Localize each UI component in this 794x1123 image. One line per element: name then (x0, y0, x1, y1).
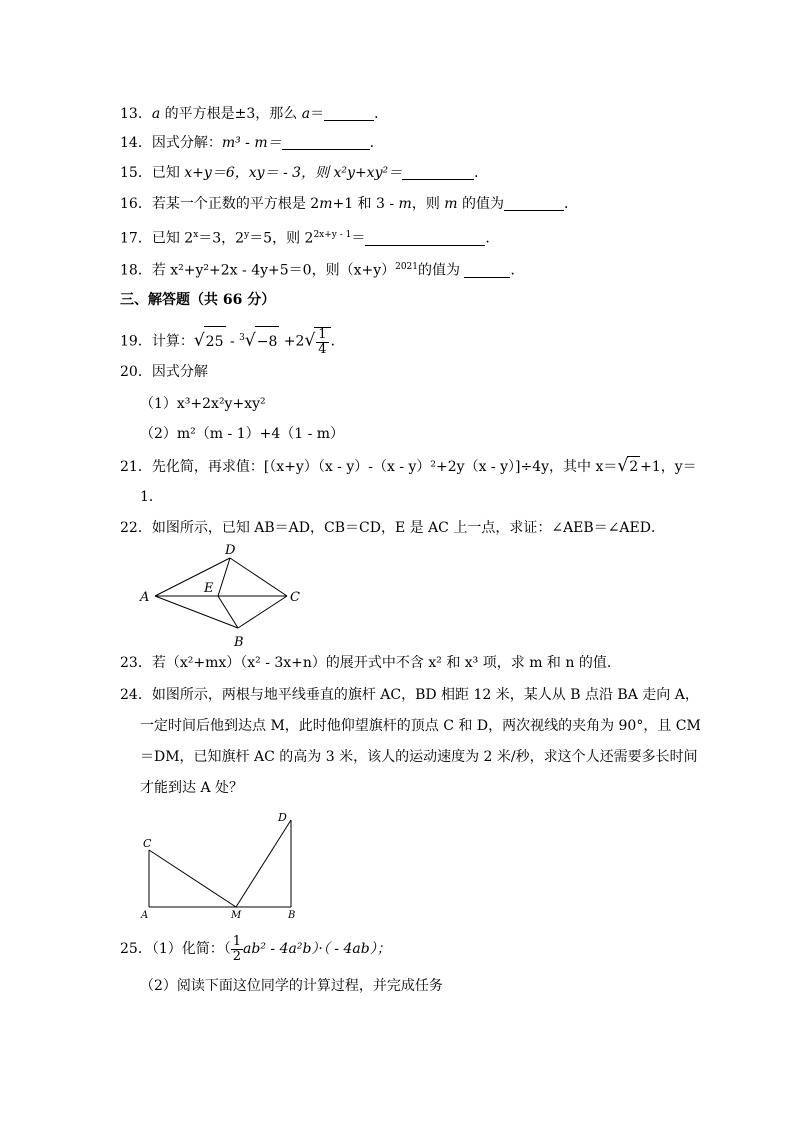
label-b: B (234, 635, 244, 650)
label-m: M (231, 910, 242, 921)
problem-25-part2: （2）阅读下面这位同学的计算过程，并完成任务 (140, 978, 443, 994)
problem-24-line4: 才能到达 A 处？ (140, 780, 244, 796)
sqrt-sign: √ (193, 330, 205, 351)
answer-blank (324, 106, 374, 121)
label-a: A (141, 910, 149, 921)
label-d: D (225, 543, 236, 558)
problem-25: 25．（1）化简：（ $\frac{1}{2}$ ab² - 4a²b）·（ - 4ab）； (120, 933, 391, 964)
segment-eb (218, 596, 238, 628)
problem-13: 13．a 的平方根是±3，那么 a＝ ． (120, 106, 389, 122)
problem-21-continued: 1． (140, 489, 163, 505)
problem-18: 18．若 x²+y²+2x - 4y+5＝0，则$(x+y)^{2021}$的值为 ． (120, 262, 525, 279)
problem-24-line2: 一定时间后他到达点 M，此时他仰望旗杆的顶点 C 和 D，两次视线的夹角为 90°，且 CM (140, 718, 701, 734)
fraction-half: $\frac{1}{2}$ (232, 933, 242, 964)
problem-17: 17．已知 $2^x=3$，$2^y=5$，则 $2^{2x+y - 1}=$ ． (120, 230, 500, 247)
segment-dc (230, 558, 287, 596)
label-c: C (290, 590, 300, 605)
label-d: D (278, 811, 287, 824)
problem-20: 20．因式分解 (120, 364, 208, 380)
answer-blank (282, 135, 370, 150)
figure-flagpoles (135, 808, 305, 923)
problem-22: 22．如图所示，已知 AB＝AD，CB＝CD，E 是 AC 上一点，求证：∠AEB＝∠AED． (120, 520, 665, 536)
problem-20-part1: （1）x³+2x²y+xy² (140, 396, 266, 412)
figure-kite (130, 540, 310, 652)
problem-16: 16．若某一个正数的平方根是 2m+1 和 3 - m，则 m 的值为 ． (120, 196, 579, 212)
section-heading: 三、解答题（共 66 分） (120, 292, 276, 308)
answer-blank (365, 231, 485, 246)
problem-19: 19．计算：√25 - $^3$√−8 +2√ $\frac{1}{4}$ ． (120, 326, 345, 357)
segment-cb (238, 596, 287, 628)
answer-blank (504, 196, 564, 211)
label-a: A (140, 590, 150, 605)
problem-24-line3: ＝DM，已知旗杆 AC 的高为 3 米，该人的运动速度为 2 米/秒，求这个人还需要多长时间 (140, 749, 698, 765)
sight-cm (149, 850, 236, 907)
problem-21: 21．先化简，再求值：[（x+y）（x - y）-（x - y）²+2y（x - y）]÷4y，其中 x＝√2 +1，y＝ (120, 456, 697, 476)
problem-24: 24．如图所示，两根与地平线垂直的旗杆 AC，BD 相距 12 米，某人从 B 点沿 BA 走向 A， (120, 687, 699, 703)
answer-blank (402, 165, 474, 180)
problem-23: 23．若（x²+mx）（x² - 3x+n）的展开式中不含 x² 和 x³ 项，求 m 和 n 的值． (120, 655, 621, 671)
sqrt-sign: √ (617, 456, 629, 476)
segment-ad (155, 558, 230, 596)
label-b: B (288, 910, 296, 921)
label-c: C (143, 837, 152, 850)
cbrt-sign: √ (244, 330, 256, 351)
segment-ba (155, 596, 238, 628)
problem-15: 15．已知 x+y＝6，xy＝ - 3，则 x²y+xy²＝ ． (120, 165, 489, 181)
label-e: E (204, 581, 214, 596)
sqrt-sign: √ (304, 330, 316, 351)
sight-dm (236, 820, 291, 907)
answer-blank (464, 263, 510, 278)
problem-14: 14．因式分解：m³ - m＝ ． (120, 135, 384, 151)
problem-20-part2: （2）m²（m - 1）+4（1 - m） (140, 426, 345, 442)
fraction: $\frac{1}{4}$ (314, 327, 330, 357)
